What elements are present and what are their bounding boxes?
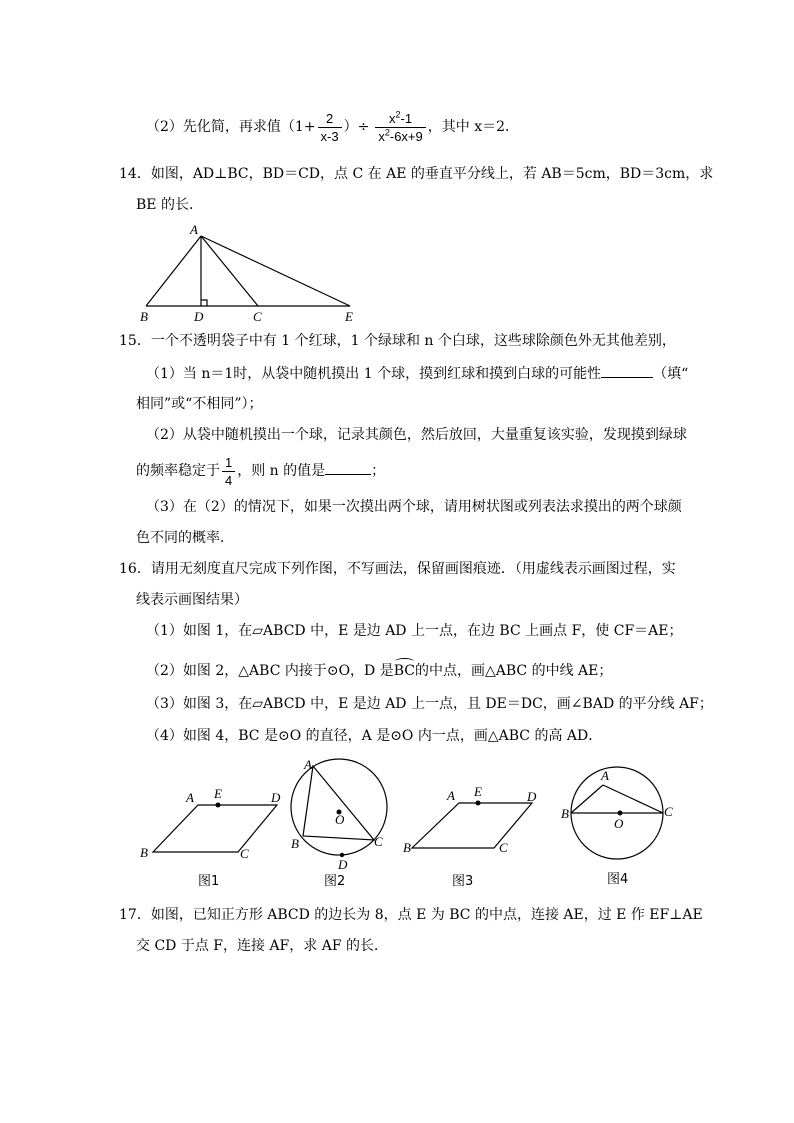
fig1-point-e <box>216 803 221 808</box>
arc-bc: BC <box>393 663 415 679</box>
q16-p3: （3）如图 3，在▱ABCD 中，E 是边 AD 上一点，且 DE＝DC，画∠BAD 的平分线 AF； <box>146 696 713 712</box>
q14-label-d: D <box>194 309 204 324</box>
q15-p2-line2: 的频率稳定于 $\frac{1}{4}$ ，则 n 的值是 ； <box>136 454 386 488</box>
q14-line1: 14．如图，AD⊥BC，BD＝CD，点 C 在 AE 的垂直平分线上，若 AB＝5cm，BD＝3cm，求 <box>119 166 714 182</box>
q17-line2: 交 CD 于点 F，连接 AF，求 AF 的长． <box>136 938 388 954</box>
q16-p4: （4）如图 4，BC 是⊙O 的直径，A 是⊙O 内一点，画△ABC 的高 AD． <box>146 728 603 744</box>
q17-line1: 17．如图，已知正方形 ABCD 的边长为 8，点 E 为 BC 的中点，连接 AE，过 E 作 EF⊥AE <box>119 907 703 923</box>
fig3-point-e <box>476 801 481 806</box>
q13-div: ）÷ <box>343 119 370 135</box>
fig3-label-c: C <box>499 840 508 855</box>
fraction-quarter: $\frac{1}{4}$ <box>222 454 235 489</box>
fig2-label-d: D <box>338 857 348 872</box>
q13-prefix: （2）先化简，再求值（1+ <box>146 119 316 135</box>
fig2-label-c: C <box>374 834 383 849</box>
q15-p1-line1: （1）当 n＝1时，从袋中随机摸出 1 个球，摸到红球和摸到白球的可能性 （填“ <box>146 363 688 384</box>
caption-fig4: 图4 <box>607 872 629 887</box>
fig2-label-b: B <box>291 836 299 851</box>
q14-label-c: C <box>253 309 262 324</box>
q13-suffix: ，其中 x＝2． <box>427 119 520 135</box>
fig1-label-e: E <box>214 786 222 801</box>
fig1-label-d: D <box>271 790 281 805</box>
fig3-label-a: A <box>447 788 455 803</box>
q14-line2: BE 的长． <box>136 197 203 213</box>
q15-p2-line1: （2）从袋中随机摸出一个球，记录其颜色，然后放回，大量重复该实验，发现摸到绿球 <box>146 427 687 443</box>
fraction-1: $\frac{2}{x-3}$ <box>318 110 342 145</box>
caption-fig2: 图2 <box>324 874 346 889</box>
q14-label-b: B <box>140 309 148 324</box>
fig2-label-o: O <box>335 812 345 827</box>
q15-line1: 15．一个不透明袋子中有 1 个红球，1 个绿球和 n 个白球，这些球除颜色外无其他差别， <box>119 333 676 349</box>
fig3-label-e: E <box>474 784 482 799</box>
fig3-parallelogram <box>412 803 532 848</box>
fig4-circle <box>571 767 663 859</box>
fig4-point-o <box>618 811 623 816</box>
q16-p1: （1）如图 1，在▱ABCD 中，E 是边 AD 上一点，在边 BC 上画点 F，使 CF＝AE； <box>146 623 683 639</box>
fig4-label-a: A <box>601 768 609 783</box>
fraction-2: $\frac{x^2-1}{x^2-6x+9}$ <box>375 110 425 145</box>
caption-fig1: 图1 <box>198 874 220 889</box>
fig2-circle <box>291 759 387 855</box>
fig1-label-a: A <box>186 790 194 805</box>
fig4-label-c: C <box>664 804 673 819</box>
q16-line1: 16．请用无刻度直尺完成下列作图，不写画法，保留画图痕迹．（用虚线表示画图过程，实 <box>119 561 676 577</box>
q14-label-e: E <box>345 309 353 324</box>
q15-p1-line2: 相同”或“不相同”）； <box>136 396 263 412</box>
fig1-parallelogram <box>153 805 277 852</box>
q14-label-a: A <box>190 222 198 237</box>
fig1-label-c: C <box>240 846 249 861</box>
q16-line2: 线表示画图结果） <box>136 592 248 608</box>
fig2-label-a: A <box>304 757 312 772</box>
fig3-label-b: B <box>403 840 411 855</box>
caption-fig3: 图3 <box>452 874 474 889</box>
fig4-label-b: B <box>561 806 569 821</box>
fig1-label-b: B <box>140 845 148 860</box>
q16-p2: （2）如图 2，△ABC 内接于⊙O，D 是BC的中点，画△ABC 的中线 AE； <box>146 663 613 679</box>
fig4-label-o: O <box>614 816 624 831</box>
q15-p3-line1: （3）在（2）的情况下，如果一次摸出两个球，请用树状图或列表法求摸出的两个球颜 <box>146 499 682 515</box>
fig3-label-d: D <box>527 789 537 804</box>
q15-p3-line2: 色不同的概率． <box>136 530 234 546</box>
